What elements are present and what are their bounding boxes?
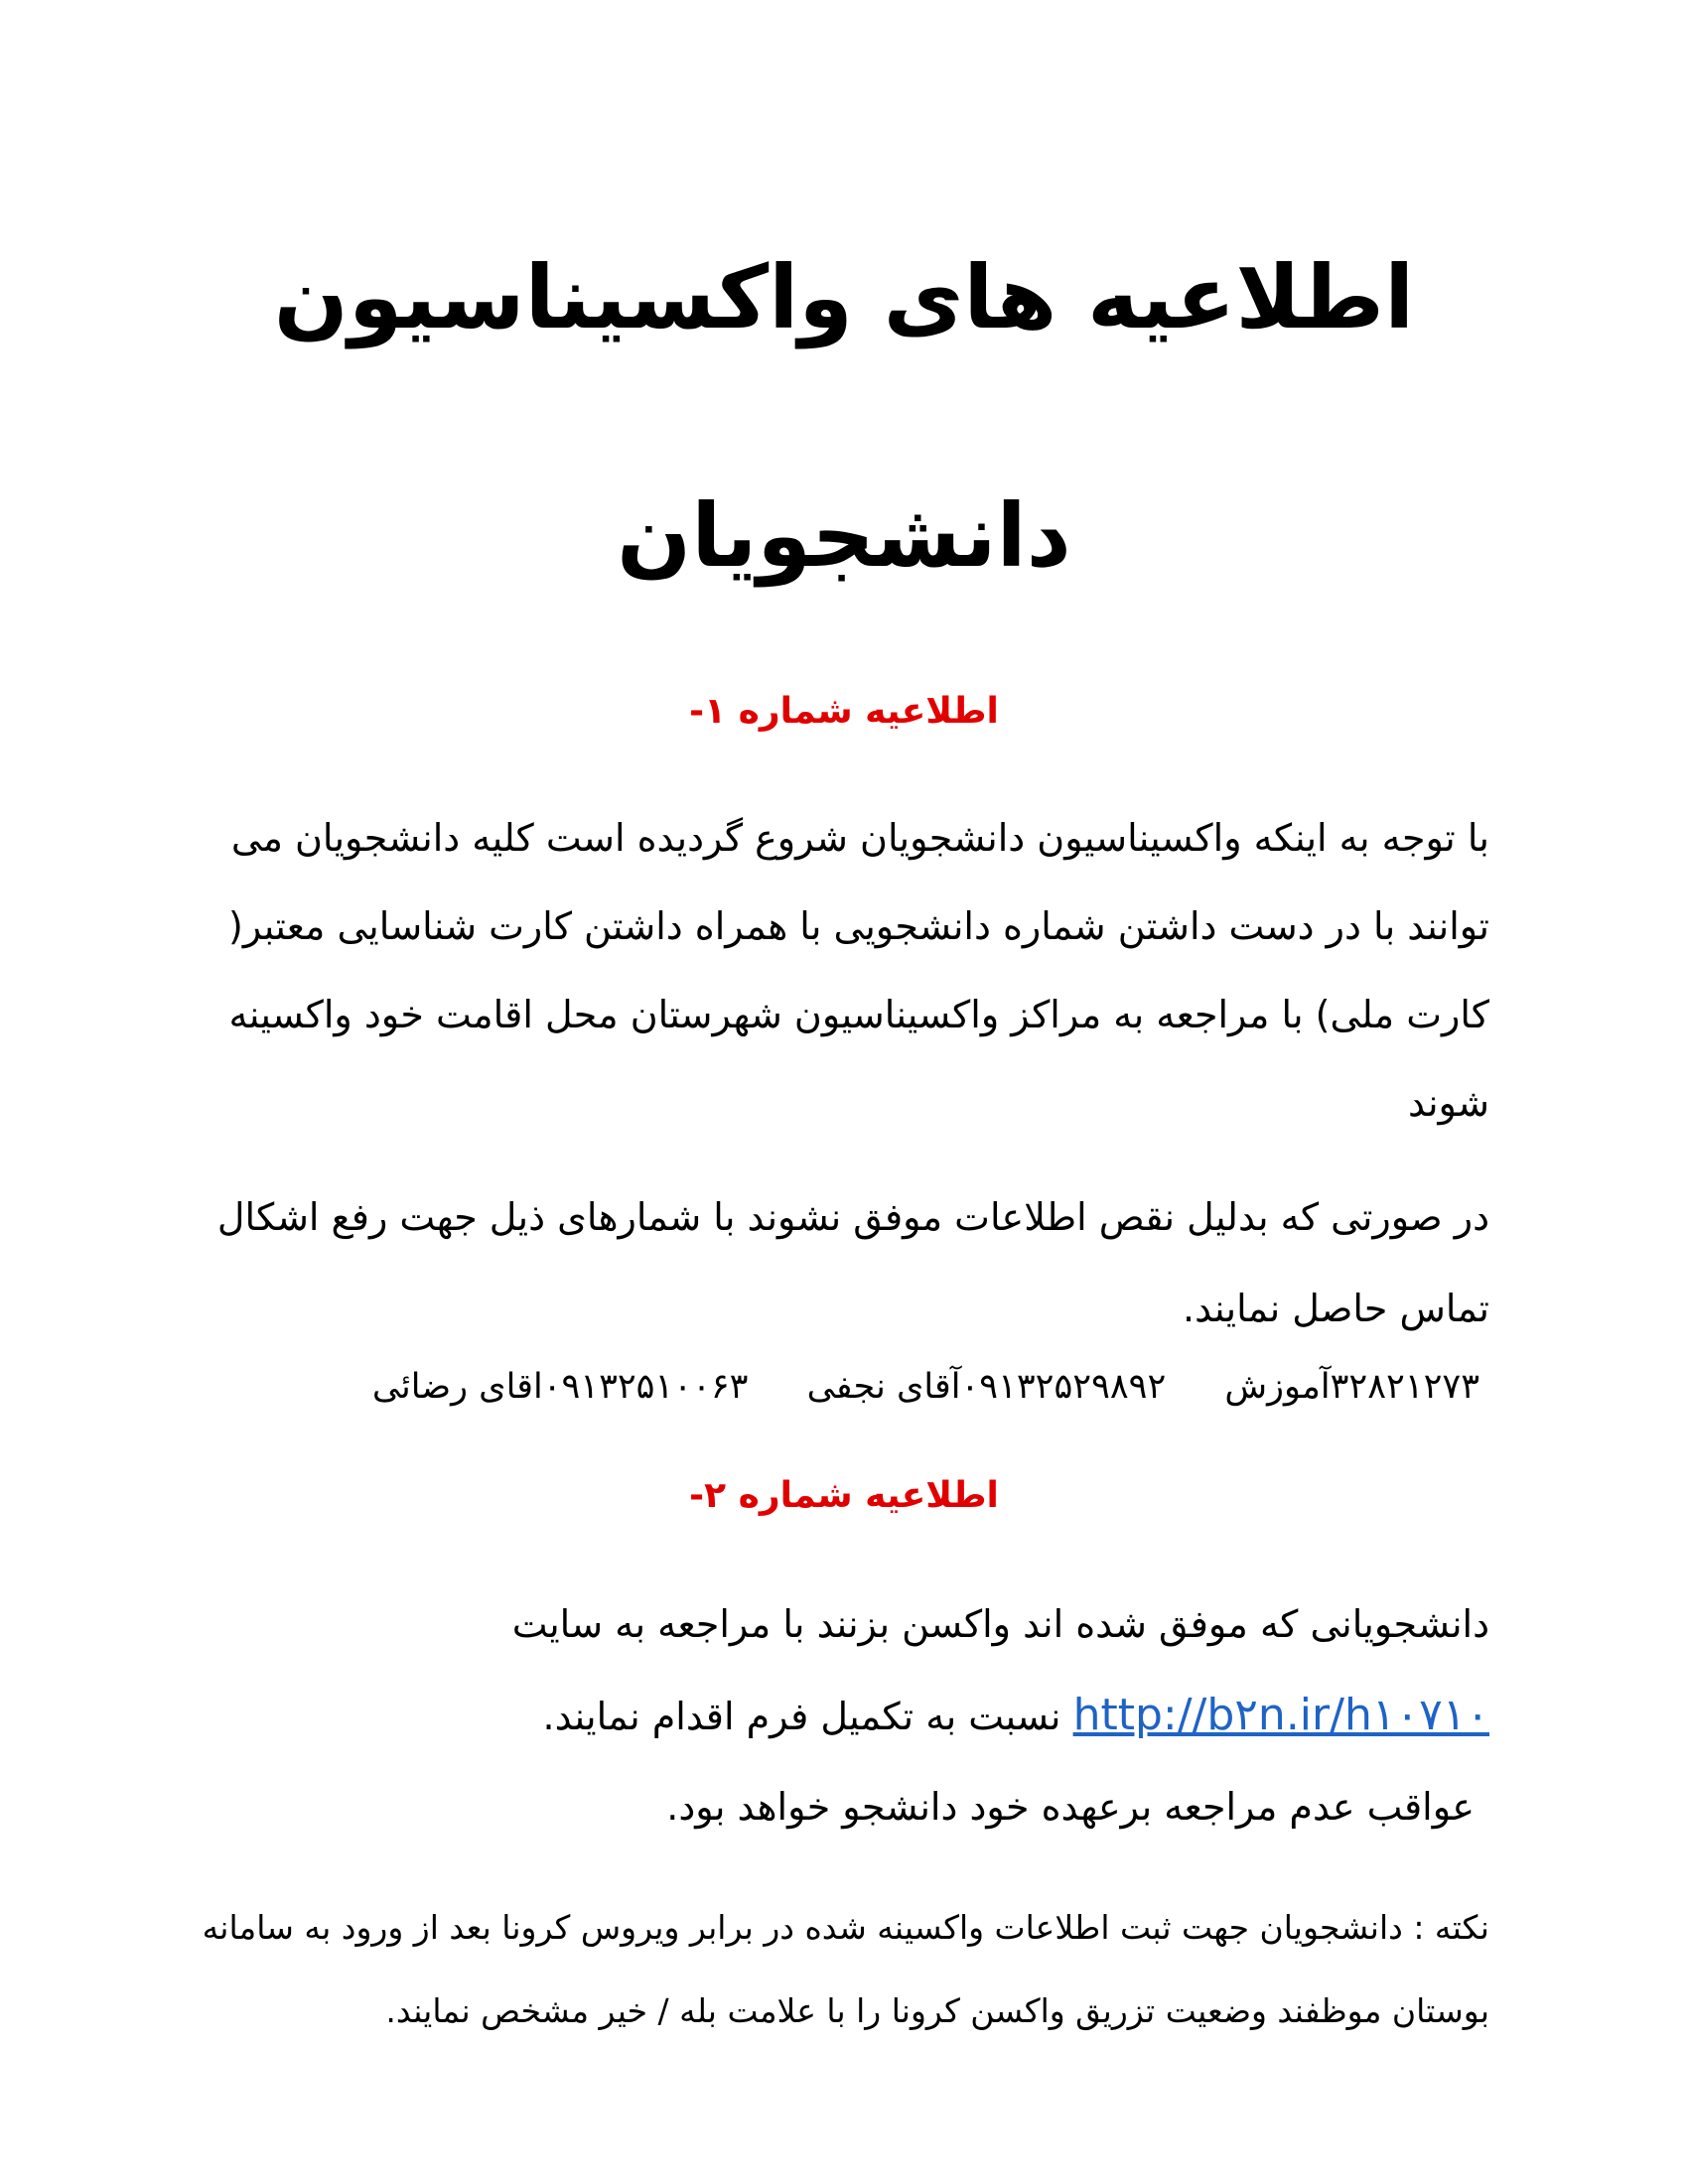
announcement-2-text-after-link: نسبت به تکمیل فرم اقدام نمایند. — [542, 1695, 1061, 1738]
announcement-1-paragraph: با توجه به اینکه واکسیناسیون دانشجویان شروع گردیده است کلیه دانشجویان می توانند با در دست داشتن شماره دانشجویی با همراه داشتن کارت شناسایی معتبر( کارت ملی) با مراجعه به مراکز واکسیناسیون شهرستان محل اقامت خود واکسینه شوند — [228, 816, 1489, 1125]
contact-education: ۳۲۸۲۱۲۷۳آموزش — [1224, 1367, 1479, 1407]
announcement-2-heading: اطلاعیه شماره ۲- — [689, 1475, 999, 1516]
announcement-1-heading: اطلاعیه شماره ۱- — [689, 691, 999, 732]
announcement-2-text-before-link: دانشجویانی که موفق شده اند واکسن بزنند با مراجعه به سایت — [511, 1602, 1489, 1646]
contact-list — [189, 1362, 1479, 1412]
form-link[interactable]: http://b۲n.ir/h۱۰۷۱۰ — [1072, 1690, 1489, 1740]
contact-rezaei: ۰۹۱۳۲۵۱۰۰۶۳اقای رضائی — [371, 1367, 749, 1407]
contact-najafi: ۰۹۱۳۲۵۲۹۸۹۲آقای نجفی — [806, 1367, 1167, 1407]
announcement-2-paragraph — [189, 1578, 1489, 1762]
page-title: اطلاعیه های واکسیناسیون — [273, 246, 1415, 348]
announcement-2-consequence: عواقب عدم مراجعه برعهده خود دانشجو خواهد بود. — [666, 1785, 1475, 1829]
page-title-line-2: دانشجویان — [617, 484, 1071, 587]
note-paragraph: نکته : دانشجویان جهت ثبت اطلاعات واکسینه شده در برابر ویروس کرونا بعد از ورود به سامانه بوستان موظفند وضعیت تزریق واکسن کرونا را با علامت بله / خیر مشخص نمایند. — [202, 1908, 1489, 2030]
announcement-1-contact-instruction: در صورتی که بدلیل نقص اطلاعات موفق نشوند با شمارهای ذیل جهت رفع اشکال تماس حاصل نمایند. — [216, 1195, 1489, 1330]
